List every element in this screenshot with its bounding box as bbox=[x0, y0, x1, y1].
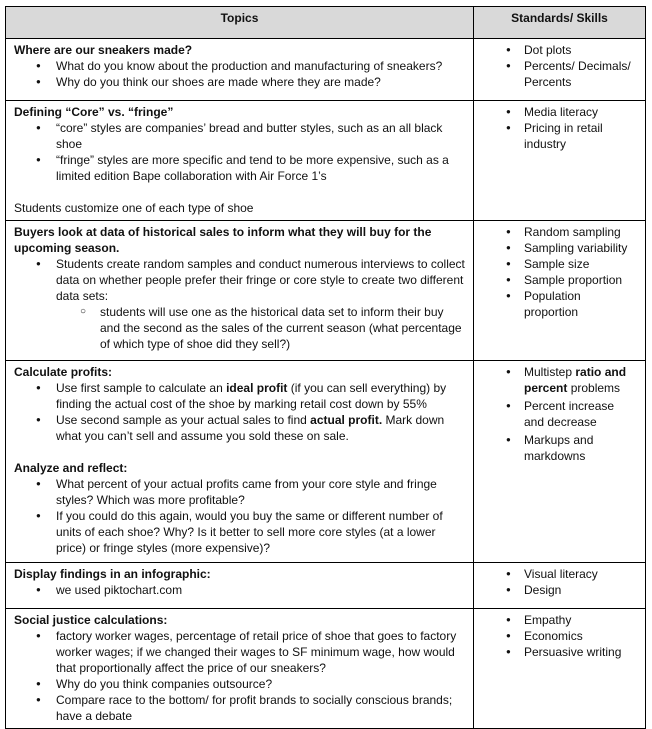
text-run: problems bbox=[567, 381, 621, 395]
topics-header: Topics bbox=[6, 7, 474, 39]
list-item: ● “fringe” styles are more specific and tend to be more expensive, such as a limited edition Bape collaboration with Air Force 1’s bbox=[14, 152, 465, 184]
header-row bbox=[6, 7, 646, 39]
skills-list bbox=[482, 566, 637, 598]
list-item bbox=[14, 380, 465, 412]
skill-item: ● Dot plots bbox=[482, 42, 637, 58]
topic-cell bbox=[6, 221, 474, 361]
lesson-plan-table bbox=[5, 6, 646, 729]
topic-subtitle: Analyze and reflect: bbox=[14, 461, 128, 475]
list-item bbox=[14, 412, 465, 444]
topic-bullets bbox=[14, 476, 465, 556]
skills-list bbox=[482, 42, 637, 90]
list-item: ● Why do you think our shoes are made where they are made? bbox=[14, 74, 465, 90]
list-item: ● What do you know about the production and manufacturing of sneakers? bbox=[14, 58, 465, 74]
topic-cell bbox=[6, 361, 474, 563]
skill-item bbox=[482, 364, 637, 396]
text-run: Use second sample as your actual sales to find bbox=[56, 413, 311, 427]
skills-cell bbox=[474, 609, 646, 729]
topic-title: Buyers look at data of historical sales to inform what they will buy for the upcoming season. bbox=[14, 225, 432, 255]
topic-bullets bbox=[14, 380, 465, 444]
text-run: (if you can sell everything) by finding the actual cost of the shoe by marking retail cost down by 55% bbox=[56, 381, 447, 411]
table-row bbox=[6, 609, 646, 729]
skill-item: ● Population proportion bbox=[482, 288, 637, 320]
topic-bullets bbox=[14, 120, 465, 184]
skill-item: ● Sampling variability bbox=[482, 240, 637, 256]
skills-header: Standards/ Skills bbox=[474, 7, 646, 39]
list-item: ● factory worker wages, percentage of retail price of shoe that goes to factory worker wages; if we changed their wages to SF minimum wage, how would that proportionally affect the price of our sneakers? bbox=[14, 628, 465, 676]
topic-title: Social justice calculations: bbox=[14, 613, 168, 627]
text-run: Mark down what you can’t sell and assume you sold these on sale. bbox=[56, 413, 445, 443]
topic-note: Students customize one of each type of shoe bbox=[14, 201, 254, 215]
skills-cell bbox=[474, 361, 646, 563]
skill-item: ● Persuasive writing bbox=[482, 644, 637, 660]
skill-item: ● Percent increase and decrease bbox=[482, 398, 637, 430]
skill-item: ● Sample size bbox=[482, 256, 637, 272]
list-item: ● What percent of your actual profits came from your core style and fringe styles? Which was more profitable? bbox=[14, 476, 465, 508]
skills-list bbox=[482, 224, 637, 320]
skills-cell bbox=[474, 221, 646, 361]
skills-list bbox=[482, 104, 637, 152]
topic-bullets bbox=[14, 256, 465, 304]
text-run: Use first sample to calculate an bbox=[56, 381, 227, 395]
skill-item: ● Media literacy bbox=[482, 104, 637, 120]
list-item: ● Students create random samples and conduct numerous interviews to collect data on whether people prefer their fringe or core style to create two different data sets: bbox=[14, 256, 465, 304]
topic-cell bbox=[6, 563, 474, 609]
topic-title: Calculate profits: bbox=[14, 365, 113, 379]
topic-bullets bbox=[14, 58, 465, 90]
topic-cell bbox=[6, 101, 474, 221]
skills-cell bbox=[474, 563, 646, 609]
table-row bbox=[6, 563, 646, 609]
skill-item: ● Economics bbox=[482, 628, 637, 644]
topic-bullets bbox=[14, 582, 465, 598]
skill-item: ● Sample proportion bbox=[482, 272, 637, 288]
topic-title: Defining “Core” vs. “fringe” bbox=[14, 105, 174, 119]
skills-cell bbox=[474, 101, 646, 221]
skills-list bbox=[482, 612, 637, 660]
skills-list bbox=[482, 364, 637, 464]
list-item: ● we used piktochart.com bbox=[14, 582, 465, 598]
skills-cell bbox=[474, 39, 646, 101]
table-row bbox=[6, 221, 646, 361]
table-row bbox=[6, 361, 646, 563]
bold-term: actual profit. bbox=[310, 413, 383, 427]
topic-cell bbox=[6, 609, 474, 729]
list-item: ○ students will use one as the historical data set to inform their buy and the second as the sales of the current season (what percentage of which type of shoe did they sell?) bbox=[14, 304, 465, 352]
skill-item: ● Pricing in retail industry bbox=[482, 120, 637, 152]
list-item: ● Compare race to the bottom/ for profit brands to socially conscious brands; have a debate bbox=[14, 692, 465, 724]
skill-item: ● Percents/ Decimals/ Percents bbox=[482, 58, 637, 90]
topic-title: Where are our sneakers made? bbox=[14, 43, 193, 57]
bold-term: ideal profit bbox=[226, 381, 288, 395]
table-row bbox=[6, 101, 646, 221]
text-run: Multistep bbox=[524, 365, 576, 379]
skill-item: ● Markups and markdowns bbox=[482, 432, 637, 464]
list-item: ● If you could do this again, would you buy the same or different number of units of each shoe? Why? Is it better to sell more core styles (at a lower price) or fringe styles (more expensive)? bbox=[14, 508, 465, 556]
list-item: ● Why do you think companies outsource? bbox=[14, 676, 465, 692]
skill-item: ● Design bbox=[482, 582, 637, 598]
topic-title: Display findings in an infographic: bbox=[14, 567, 211, 581]
topic-bullets bbox=[14, 628, 465, 724]
skill-item: ● Random sampling bbox=[482, 224, 637, 240]
skill-item: ● Empathy bbox=[482, 612, 637, 628]
table-row bbox=[6, 39, 646, 101]
topic-subbullets bbox=[14, 304, 465, 352]
list-item: ● “core” styles are companies’ bread and butter styles, such as an all black shoe bbox=[14, 120, 465, 152]
topic-cell bbox=[6, 39, 474, 101]
skill-item: ● Visual literacy bbox=[482, 566, 637, 582]
bold-term: ratio and percent bbox=[524, 365, 627, 395]
